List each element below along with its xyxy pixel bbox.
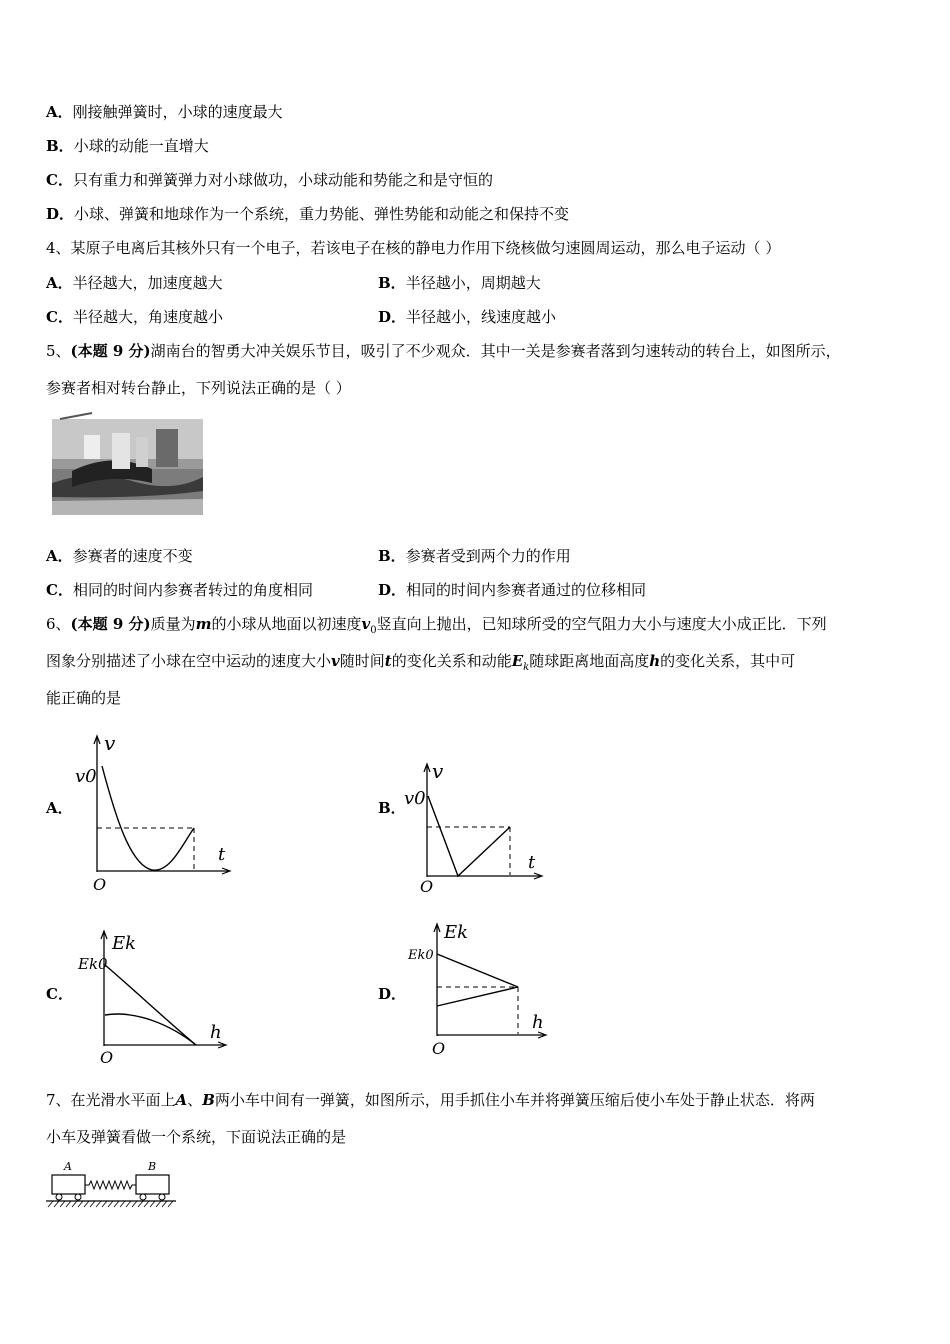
option-label: D． [378,581,407,599]
option-label: A． [46,274,73,292]
option-label: C． [46,581,73,599]
q4-option-a [46,273,223,293]
ground-hatching [48,1201,173,1207]
stem-text: 、 [187,1091,203,1109]
var-v0-sub: 0 [370,625,377,636]
graph-b [400,760,550,895]
cart-a-label: A [64,1160,72,1173]
origin-label: O [432,1039,446,1058]
option-text: 半径越小，线速度越小 [406,308,557,326]
graph-c [76,925,236,1067]
option-label: C． [46,308,73,326]
cart-a-wheel [75,1194,81,1200]
v0-label: v0 [75,766,97,787]
var-b: B [202,1091,215,1109]
stem-text: 质量为 [150,615,196,633]
q5-stem-line2: 参赛者相对转台静止，下列说法正确的是（ ） [46,379,351,397]
option-text: 参赛者的速度不变 [72,547,193,565]
question-number: 5、 [46,342,71,360]
downward-energy-curve [105,1014,196,1045]
option-text: 半径越小，周期越大 [405,274,541,292]
velocity-line [428,796,510,876]
option-label: D． [46,205,75,223]
var-h: h [649,652,661,670]
x-axis-label: t [218,844,226,865]
q4-option-c [46,307,223,327]
cart-b-label: B [148,1160,157,1173]
y-axis-label: Ek [112,933,137,954]
option-text: 参赛者受到两个力的作用 [405,547,571,565]
spring [85,1181,136,1189]
var-t: t [384,652,392,670]
y-axis-label: v [104,731,116,755]
q6-stem-line1 [46,614,827,641]
q4-stem: 4、某原子电离后其核外只有一个电子，若该电子在核的静电力作用下绕核做匀速圆周运动，那么电子运动（ ） [46,239,781,257]
option-label: B． [46,137,74,155]
q6-option-c-label: C． [46,985,73,1003]
v0-label: v0 [404,788,426,809]
origin-label: O [100,1048,114,1067]
stem-text: 的变化关系和动能 [391,652,512,670]
q5-option-c [46,580,313,600]
origin-label: O [93,875,107,894]
q5-option-b [378,546,571,566]
option-label: B． [378,274,406,292]
option-text: 相同的时间内参赛者通过的位移相同 [406,581,647,599]
var-v: v [331,652,340,670]
option-text: 只有重力和弹簧弹力对小球做功，小球动能和势能之和是守恒的 [72,171,493,189]
q3-option-d [46,204,569,224]
q4-option-b [378,273,541,293]
stem-text: 随时间 [339,652,385,670]
graph-d [406,918,556,1060]
stem-text: 竖直向上抛出，已知球所受的空气阻力大小与速度大小成正比．下列 [376,615,827,633]
x-axis-label: t [528,852,536,873]
option-text: 刚接触弹簧时，小球的速度最大 [72,103,283,121]
var-a: A [175,1091,188,1109]
q3-option-c [46,170,493,190]
cart-b-wheel [140,1194,146,1200]
cart-a [52,1175,85,1194]
var-e: E [511,652,524,670]
origin-label: O [420,877,434,895]
score-tag: (本题 9 分) [70,615,151,633]
var-m: m [195,615,212,633]
q5-option-a [46,546,193,566]
stem-text: 湖南台的智勇大冲关娱乐节目，吸引了不少观众．其中一关是参赛者落到匀速转动的转台上，如图所示， [150,342,841,360]
upward-energy-line [437,954,518,987]
var-k-sub: k [523,662,530,673]
q7-stem-line2: 小车及弹簧看做一个系统，下面说法正确的是 [46,1128,347,1146]
score-tag: (本题 9 分) [70,342,151,360]
option-label: C． [46,171,73,189]
y-axis-label: Ek [444,922,469,943]
upward-energy-curve [105,965,196,1045]
ek0-label: Ek0 [408,948,434,963]
cart-b [136,1175,169,1194]
option-text: 半径越大，角速度越小 [72,308,223,326]
graph-a [70,730,240,895]
option-label: A． [46,103,73,121]
stem-text: 两小车中间有一弹簧，如图所示，用手抓住小车并将弹簧压缩后使小车处于静止状态．将两 [214,1091,815,1109]
option-text: 相同的时间内参赛者转过的角度相同 [72,581,313,599]
q6-stem-line2 [46,651,795,678]
q6-option-b-label: B． [378,799,406,817]
option-label: A． [46,547,73,565]
option-text: 小球、弹簧和地球作为一个系统，重力势能、弹性势能和动能之和保持不变 [74,205,570,223]
cart-a-wheel [56,1194,62,1200]
cart-b-wheel [159,1194,165,1200]
stem-text: 的小球从地面以初速度 [211,615,362,633]
y-axis-label: v [432,760,444,783]
option-label: B． [378,547,406,565]
turntable-photo [52,411,203,515]
q6-option-d-label: D． [378,985,407,1003]
q4-option-d [378,307,556,327]
question-number: 6、 [46,615,71,633]
ek0-label: Ek0 [78,955,108,973]
q6-stem-line3: 能正确的是 [46,689,122,707]
downward-energy-line [437,987,518,1006]
velocity-curve [102,766,194,870]
q6-option-a-label: A． [46,799,73,817]
stem-text: 的变化关系，其中可 [660,652,796,670]
stem-text: 随球距离地面高度 [529,652,650,670]
option-text: 小球的动能一直增大 [73,137,209,155]
carts-spring-figure [44,1158,179,1210]
q3-option-b [46,136,209,156]
q5-stem-line1 [46,341,841,361]
q7-stem-line1 [46,1090,815,1110]
stem-text: 图象分别描述了小球在空中运动的速度大小 [46,652,332,670]
x-axis-label: h [210,1022,222,1043]
x-axis-label: h [532,1012,544,1033]
q5-option-d [378,580,646,600]
var-v: v [361,615,371,633]
stem-text: 7、在光滑水平面上 [46,1091,176,1109]
option-text: 半径越大，加速度越大 [72,274,223,292]
option-label: D． [378,308,407,326]
q3-option-a [46,102,283,122]
